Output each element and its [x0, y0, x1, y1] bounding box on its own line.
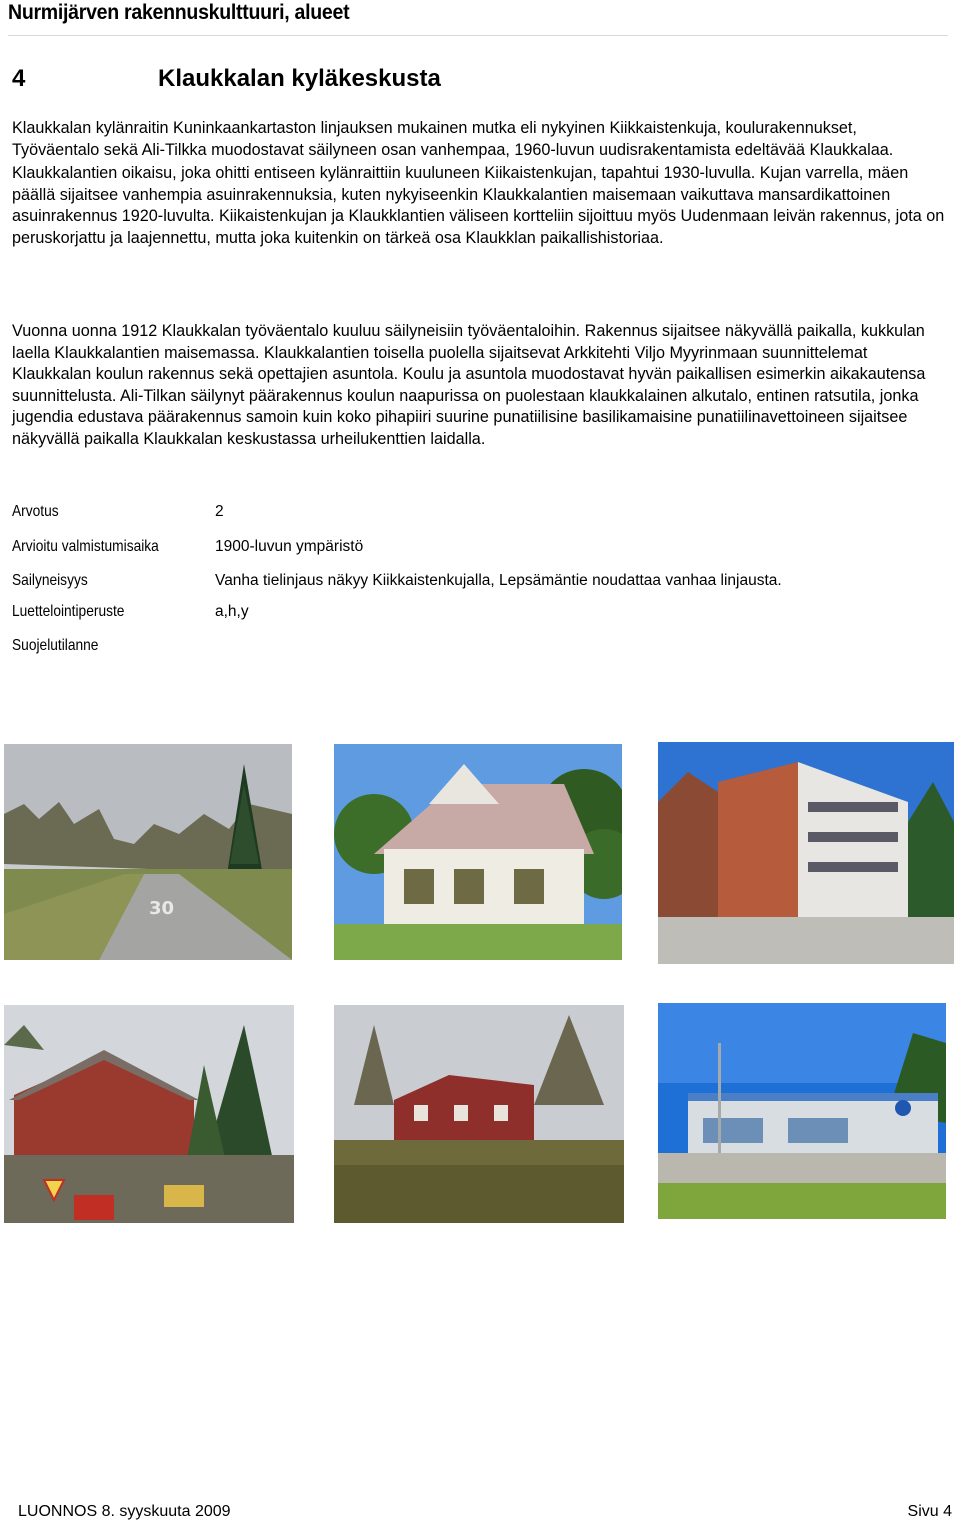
photo-commercial-building: [658, 1003, 946, 1219]
photo-red-house: [334, 1005, 624, 1223]
section-number: 4: [12, 65, 26, 92]
section-title: Klaukkalan kyläkeskusta: [158, 65, 441, 92]
info-value: Vanha tielinjaus näkyy Kiikkaistenkujalla, Lepsämäntie noudattaa vanhaa linjausta.: [215, 572, 782, 589]
photo-workers-hall: [4, 1005, 294, 1223]
info-value: a,h,y: [215, 603, 249, 620]
photo-white-house: [334, 744, 622, 960]
info-label: Arvotus: [12, 503, 59, 520]
info-label: Arvioitu valmistumisaika: [12, 538, 159, 555]
road-marking-label: 30: [149, 898, 175, 919]
info-value: 2: [215, 503, 224, 520]
photo-school-building: [658, 742, 954, 964]
info-label: Luettelointiperuste: [12, 603, 125, 620]
document-title: Nurmijärven rakennuskulttuuri, alueet: [8, 1, 350, 24]
info-label: Suojelutilanne: [12, 637, 99, 654]
paragraph-intro: Klaukkalan kylänraitin Kuninkaankartaston linjauksen mukainen mutka eli nykyinen Kiikkaistenkuja, koulurakennukset, Työväentalo sekä Ali-Tilkka muodostavat säilyneen osan vanhempaa, 1960-luvun uudisrakentamista edeltävää Klaukkalaa.: [12, 119, 894, 159]
info-value: 1900-luvun ympäristö: [215, 538, 364, 555]
info-label: Sailyneisyys: [12, 572, 88, 589]
paragraph-history: Klaukkalantien oikaisu, joka ohitti entiseen kylänraittiin kuuluneen Kiikaistenkujan, tapahtui 1930-luvulla. Kujan varrella, mäen päällä sijaitsee vanhempia asuinrakennuksia, kuten nykyiseenkin Klaukkalantien maisemaan vaikuttava mansardikattoinen asuinrakennus 1920-luvulta. Kiikaistenkujan ja Klaukklantien väliseen kortteliin sijoittuu myös Uudenmaan leivän rakennus, jota on peruskorjattu ja laajennettu, mutta joka kuitenkin on tärkeä osa Klaukklan paikallishistoriaa.: [12, 164, 945, 247]
footer-page-number: Sivu 4: [907, 1503, 952, 1520]
page-header: [8, 0, 948, 36]
photo-village-road: [4, 744, 292, 960]
paragraph-buildings: Vuonna uonna 1912 Klaukkalan työväentalo kuuluu säilyneisiin työväentaloihin. Rakennus sijaitsee näkyvällä paikalla, kukkulan laella Klaukkalantien maisemassa. Klaukkalantien toisella puolella sijaitsevat Arkkitehti Viljo Myyrinmaan suunnittelemat Klaukkalan koulun rakennus sekä opettajien asuntola. Koulu ja asuntola muodostavat hyvän paikallisen esimerkin aikakautensa suunnittelusta. Ali-Tilkan säilynyt päärakennus koulun naapurissa on puolestaan klaukkalainen alkutalo, entinen ratsutila, jonka jugendia edustava päärakennus samoin kuin koko pihapiiri suurine punatiilisine basilikamaisine punatiilinavettoineen sijaitsee näkyvällä paikalla Klaukkalan keskustassa urheilukenttien laidalla.: [12, 322, 926, 448]
footer-draft-date: LUONNOS 8. syyskuuta 2009: [18, 1503, 231, 1520]
